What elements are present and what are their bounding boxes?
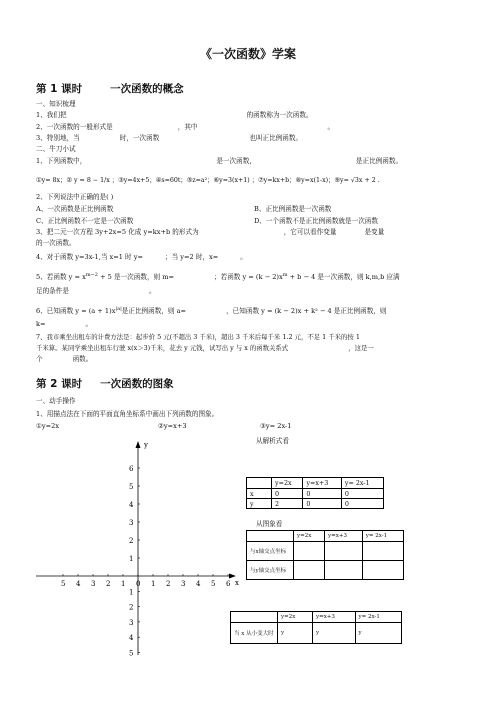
- table-header-cell: y=x+3: [303, 478, 341, 489]
- table-header-cell: y=2x: [272, 478, 303, 489]
- lesson1-q3: 3、特别地，当 时，一次函数 也叫正比例函数。: [36, 134, 303, 142]
- y-tick-label: 5: [129, 649, 134, 658]
- y-tick-label: 3: [129, 519, 134, 527]
- table-header-row: [247, 478, 384, 489]
- x-tick-label: 6: [226, 580, 231, 588]
- trend-table: [230, 611, 402, 644]
- lesson1-p1-options: ①y= 8x；② y = 8 − 1/x ；③y=4x+5；④s=60t；⑤z=a²；⑥y=3(x+1) ；⑦y=kx+b；⑧y=x(1-x)；⑨y= √3x + 2 .: [36, 177, 380, 184]
- table-cell: 当 x 从小变大时: [231, 623, 278, 644]
- table-header-cell: [231, 612, 278, 623]
- x-tick-label: 4: [76, 580, 81, 588]
- lesson1-q2: 2、一次函数的一般形式是 ，其中 。: [36, 123, 335, 131]
- x-axis-label: x: [235, 579, 239, 587]
- table-cell: 0: [303, 489, 341, 499]
- lesson1-p6-cont: k= 。: [36, 320, 93, 328]
- table-cell: [294, 542, 325, 561]
- lesson1-p2-option-b: B、正比例函数是一次函数: [254, 205, 332, 213]
- table-header-cell: y=2x: [294, 531, 325, 542]
- lesson2-number: 第 2 课时: [36, 378, 83, 390]
- graph-table: [246, 530, 404, 580]
- y-axis-label: y: [144, 441, 148, 449]
- lesson1-heading: [36, 81, 184, 96]
- lesson1-p2-option-d: D、一个函数不是正比例函数就是一次函数: [254, 217, 378, 225]
- table-cell: [362, 542, 403, 561]
- table-cell: [294, 561, 325, 580]
- x-axis: [36, 574, 236, 579]
- table-header-cell: y=2x: [278, 612, 313, 623]
- table-cell: [325, 561, 363, 580]
- table-cell: y: [278, 623, 313, 644]
- table-row: [247, 499, 384, 509]
- lesson1-p2-option-a: A、一次函数是正比例函数: [36, 205, 114, 213]
- lesson1-p6: 6、已知函数 $y = (a + 1)x^{|a|}$是正比例函数，则 a= ，已知函数 y = (k − 2)x + k² − 4 是正比例函数，则: [36, 306, 387, 316]
- table-cell: 0: [303, 499, 341, 509]
- table-cell: y: [312, 623, 355, 644]
- table-row: [231, 623, 402, 644]
- lesson1-section-knowledge: 一、知识梳理: [36, 100, 76, 108]
- y-tick-label: 5: [129, 483, 134, 491]
- x-tick-label: 1: [121, 580, 126, 588]
- table-row: [247, 489, 384, 499]
- function-1-label: ①y=2x: [36, 422, 60, 430]
- x-tick-label: 2: [106, 580, 111, 588]
- lesson2-name: 一次函数的图象: [100, 378, 174, 390]
- table-cell: x: [247, 489, 272, 499]
- lesson1-p2: 2、下列说法中正确的是( ): [36, 193, 114, 201]
- from-formula-label: 从解析式看: [256, 437, 289, 445]
- table-cell: 与x轴交点坐标: [247, 542, 294, 561]
- y-tick-label: 6: [129, 465, 134, 473]
- lesson1-p3: 3、把二元一次方程 3y+2x=5 化成 y=kx+b 的形式为 ，它可以看作变量 是变量: [36, 228, 385, 236]
- coordinate-plane: [36, 435, 246, 660]
- table-cell: 2: [272, 499, 303, 509]
- y-tick-label: 2: [129, 537, 134, 545]
- table-row: [247, 542, 404, 561]
- table-header-row: [247, 531, 404, 542]
- table-header-cell: y= 2x-1: [355, 612, 401, 623]
- lesson1-p7: 7、我市乘坐出租车的计费方法是：起步价 5 元(不超出 3 千米)，超出 3 千米后每千米 1.2 元，不足 1 千米的按 1: [36, 333, 360, 341]
- table-cell: 0: [272, 489, 303, 499]
- lesson1-p1: 1、下列函数中， 是一次函数， 是正比例函数。: [36, 157, 403, 165]
- x-tick-label: 1: [151, 580, 156, 588]
- y-tick-label: 4: [129, 634, 134, 643]
- table-header-cell: [247, 478, 272, 489]
- table-cell: y: [355, 623, 401, 644]
- lesson1-p5-cont: 足的条件是 。: [36, 287, 156, 295]
- table-cell: 0: [341, 499, 383, 509]
- table-header-cell: y= 2x-1: [362, 531, 403, 542]
- lesson2-q1: 1、用描点法在下面的平面直角坐标系中画出下列函数的图象。: [36, 410, 219, 418]
- function-3-label: ③y= 2x-1: [260, 422, 292, 430]
- y-tick-label: 3: [129, 618, 134, 627]
- table-header-cell: y= 2x-1: [341, 478, 383, 489]
- lesson1-p5: 5、若函数 $y = x^{m-2} + 5$ 是一次函数，则 m= ；若函数 $y = (k - 2)x^m + b - 4$ 是一次函数，则 k,m,b 应满: [36, 272, 400, 282]
- y-tick-label: 2: [129, 603, 134, 612]
- x-tick-label: 4: [196, 580, 201, 588]
- lesson2-heading: [36, 376, 174, 391]
- table-header-row: [231, 612, 402, 623]
- table-cell: 与y轴交点坐标: [247, 561, 294, 580]
- x-tick-label: 5: [61, 580, 66, 588]
- table-cell: 0: [341, 489, 383, 499]
- lesson1-p7-cont: 千米算。某同学乘坐出租车行驶 x(x＞3)千米，花去 y 元钱，试写出 y 与 x 的函数关系式 ，这是一: [36, 344, 374, 352]
- lesson1-p2-option-c: C、正比例函数不一定是一次函数: [36, 217, 134, 225]
- lesson1-q1: 1、我们把 的函数称为一次函数。: [36, 111, 313, 119]
- y-axis: [136, 441, 141, 655]
- x-tick-label: 2: [166, 580, 171, 588]
- lesson1-name: 一次函数的概念: [110, 83, 184, 95]
- table-cell: [325, 542, 363, 561]
- table-cell: [362, 561, 403, 580]
- y-tick-label: 1: [129, 588, 134, 597]
- table-header-cell: y=x+3: [325, 531, 363, 542]
- lesson1-p4: 4、对于函数 y=3x-1,当 x=1 时 y= ；当 y=2 时，x= 。: [36, 253, 247, 261]
- table-cell: y: [247, 499, 272, 509]
- x-tick-label: 5: [211, 580, 216, 588]
- x-tick-label: 3: [181, 580, 186, 588]
- lesson1-p3-cont: 的一次函数。: [36, 239, 76, 247]
- from-graph-label: 从图象看: [256, 520, 283, 528]
- x-tick-label: 0: [136, 580, 141, 588]
- y-tick-label: 1: [129, 555, 134, 563]
- lesson1-p7-end: 个 函数。: [36, 355, 93, 363]
- function-2-label: ②y=x+3: [158, 422, 187, 430]
- lesson1-number: 第 1 课时: [36, 83, 83, 95]
- table-header-cell: y=x+3: [312, 612, 355, 623]
- lesson2-section-operate: 一、动手操作: [36, 397, 76, 405]
- page-title: 《一次函数》学案: [199, 47, 296, 61]
- table-header-cell: [247, 531, 294, 542]
- x-tick-label: 3: [91, 580, 96, 588]
- formula-table: [246, 477, 384, 509]
- y-tick-label: 4: [129, 501, 134, 509]
- table-row: [247, 561, 404, 580]
- lesson1-section-practice: 二、牛刀小试: [36, 145, 76, 153]
